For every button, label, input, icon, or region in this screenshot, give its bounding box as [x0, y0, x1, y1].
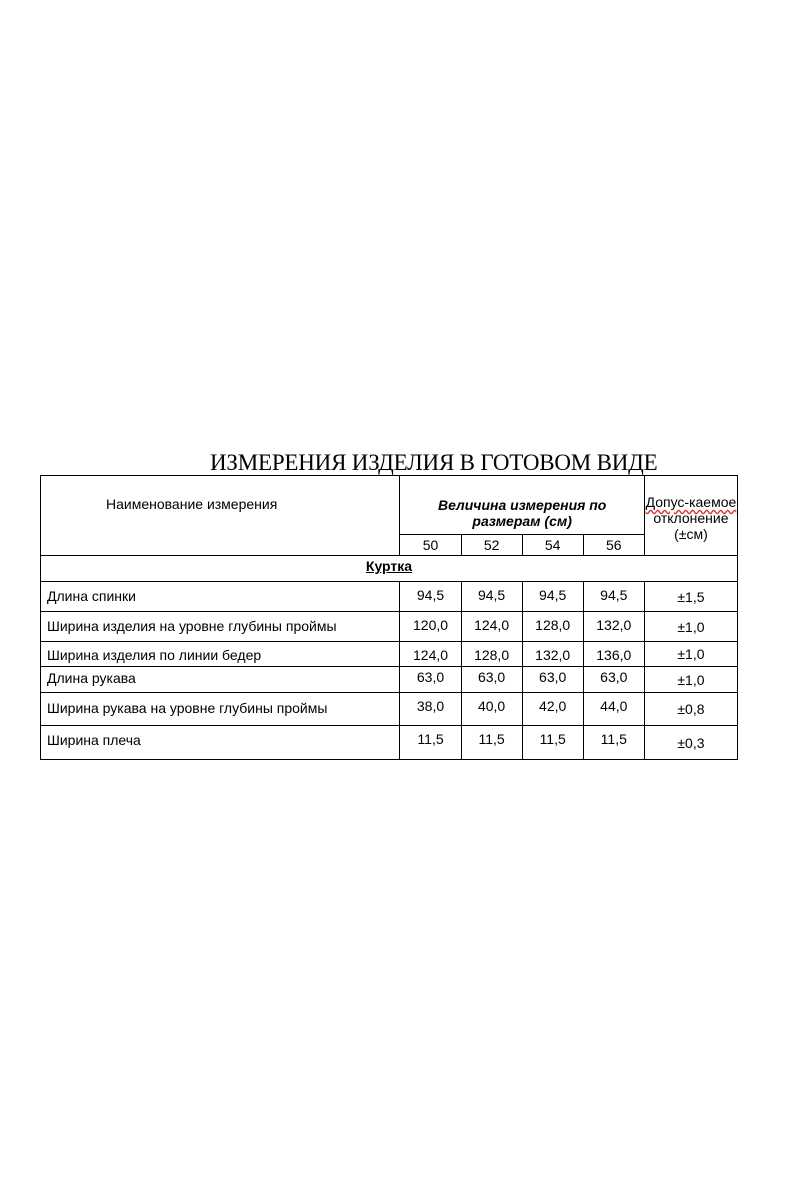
section-row — [41, 556, 738, 582]
table-row — [41, 642, 738, 667]
section-cell — [41, 556, 738, 582]
measurements-table — [40, 475, 738, 760]
measurement-value: 11,5 — [400, 726, 461, 760]
measurement-value: 63,0 — [461, 667, 522, 693]
measurement-value: 124,0 — [461, 612, 522, 642]
measurement-value: 94,5 — [400, 582, 461, 612]
measurement-value: 128,0 — [522, 612, 583, 642]
measurement-value: 128,0 — [461, 642, 522, 667]
header-value-cell — [400, 476, 644, 535]
measurement-value: 132,0 — [583, 612, 644, 642]
measurement-value: 11,5 — [583, 726, 644, 760]
measurement-value: 120,0 — [400, 612, 461, 642]
measurement-tolerance: ±0,3 — [644, 726, 737, 760]
measurement-tolerance: ±1,0 — [644, 667, 737, 693]
measurement-name: Ширина изделия по линии бедер — [41, 642, 400, 667]
measurement-name: Длина рукава — [41, 667, 400, 693]
measurement-value: 42,0 — [522, 693, 583, 726]
header-tolerance-line1: Допус-каемое — [645, 494, 737, 510]
measurement-value: 132,0 — [522, 642, 583, 667]
measurement-value: 38,0 — [400, 693, 461, 726]
table-row — [41, 582, 738, 612]
table-row — [41, 612, 738, 642]
table-row — [41, 667, 738, 693]
page-title: ИЗМЕРЕНИЯ ИЗДЕЛИЯ В ГОТОВОМ ВИДЕ — [210, 450, 658, 475]
measurement-tolerance: ±1,5 — [644, 582, 737, 612]
measurement-tolerance: ±1,0 — [644, 642, 737, 667]
measurement-value: 63,0 — [583, 667, 644, 693]
table-row — [41, 693, 738, 726]
measurement-tolerance: ±1,0 — [644, 612, 737, 642]
size-header-cell: 50 — [400, 535, 461, 556]
size-header-cell: 52 — [461, 535, 522, 556]
header-name-label: Наименование измерения — [106, 496, 278, 512]
header-value-label-line2: размерам (см) — [472, 513, 572, 529]
measurement-name: Длина спинки — [41, 582, 400, 612]
size-header-cell: 54 — [522, 535, 583, 556]
header-row — [41, 476, 738, 535]
section-label: Куртка — [365, 558, 413, 574]
measurement-value: 11,5 — [461, 726, 522, 760]
measurement-value: 94,5 — [522, 582, 583, 612]
header-value-label-line1: Величина измерения по — [437, 497, 607, 513]
table-row — [41, 726, 738, 760]
measurement-value: 94,5 — [583, 582, 644, 612]
measurement-value: 136,0 — [583, 642, 644, 667]
measurement-tolerance: ±0,8 — [644, 693, 737, 726]
measurement-name: Ширина изделия на уровне глубины проймы — [41, 612, 400, 642]
size-header-cell: 56 — [583, 535, 644, 556]
measurement-value: 63,0 — [400, 667, 461, 693]
measurement-value: 11,5 — [522, 726, 583, 760]
header-tolerance-line3: (±см) — [674, 526, 708, 542]
header-name-cell — [41, 476, 400, 556]
measurement-value: 63,0 — [522, 667, 583, 693]
header-tolerance-line2: отклонение — [653, 510, 729, 526]
measurement-name: Ширина рукава на уровне глубины проймы — [41, 693, 400, 726]
measurement-value: 124,0 — [400, 642, 461, 667]
header-tolerance-cell — [644, 476, 737, 556]
measurement-name: Ширина плеча — [41, 726, 400, 760]
measurement-value: 94,5 — [461, 582, 522, 612]
measurement-value: 44,0 — [583, 693, 644, 726]
measurement-value: 40,0 — [461, 693, 522, 726]
